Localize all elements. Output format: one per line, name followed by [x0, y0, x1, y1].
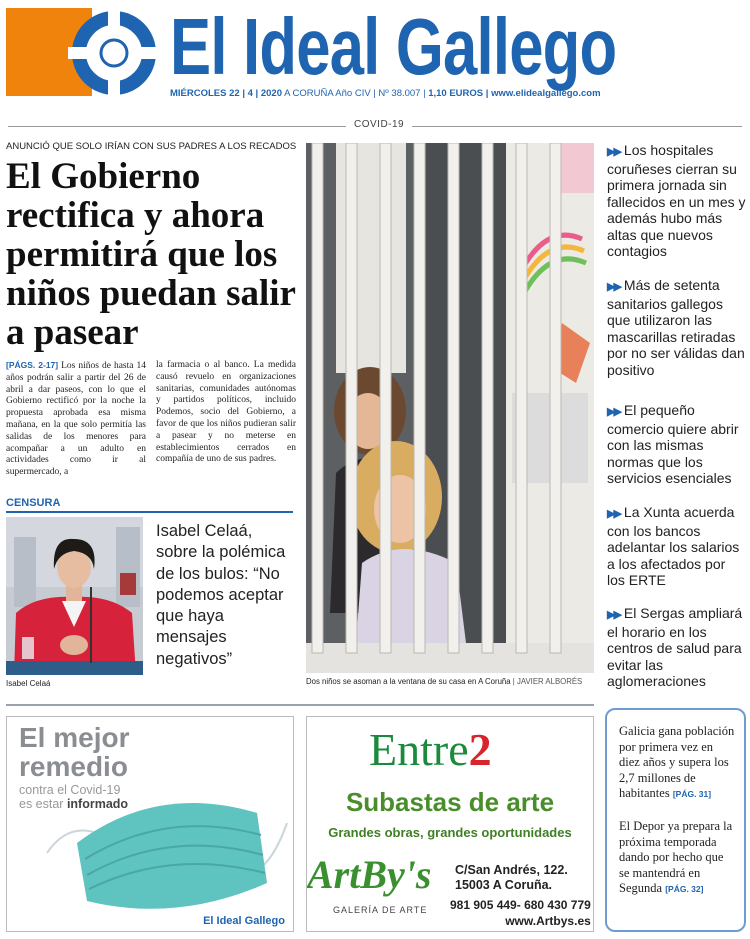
sidebox-page-ref[interactable]: [PÁG. 31]	[672, 789, 712, 800]
face-mask-icon	[37, 783, 293, 913]
celaa-photo-caption: Isabel Celaá	[6, 679, 51, 688]
double-arrow-icon: ▶▶	[607, 609, 620, 621]
lead-headline[interactable]: El Gobierno rectifica y ahora permitirá que los niños puedan salir a pasear	[6, 156, 296, 353]
masthead-info	[170, 88, 601, 99]
sidebox-item-text: Galicia gana población por primera vez en diez años y supera los 2,7 millones de habitantes	[619, 724, 735, 801]
double-arrow-icon: ▶▶	[607, 406, 620, 418]
sidebox-teasers	[605, 708, 746, 932]
masthead-title: El Ideal Gallego	[170, 2, 617, 91]
ad-entre2-logo	[369, 723, 492, 776]
double-arrow-icon: ▶▶	[607, 281, 620, 293]
brief-item[interactable]	[607, 277, 747, 378]
censura-label: CENSURA	[6, 497, 61, 509]
double-arrow-icon: ▶▶	[607, 146, 620, 158]
lead-page-ref[interactable]: [PÁGS. 2-17]	[6, 360, 59, 370]
double-arrow-icon: ▶▶	[607, 508, 620, 520]
bottom-divider	[6, 704, 594, 706]
brief-text: La Xunta acuerda con los bancos adelantar los salarios a los afectados por los ERTE	[607, 504, 740, 588]
celaa-illustration	[6, 517, 143, 675]
ad-subastas-title: Subastas de arte	[345, 787, 555, 817]
masthead-url: | www.elidealgallego.com	[483, 88, 601, 99]
brief-item[interactable]	[607, 605, 747, 690]
ad-artbys-logo: ArtBy's	[307, 852, 432, 897]
celaa-photo[interactable]	[6, 517, 143, 675]
photo-caption	[306, 677, 582, 686]
ad-entre-text: Entre	[369, 724, 469, 775]
ad-remedio-title-line-1: El mejor	[19, 722, 130, 753]
photo-credit: | JAVIER ALBORÉS	[510, 677, 583, 686]
sidebox-item-text: El Depor ya prepara la próxima temporada dando por hecho que se mantendrá en Segunda	[619, 818, 733, 896]
ad-address-line-1: C/San Andrés, 122.	[455, 863, 568, 877]
ad-phones: 981 905 449- 680 430 779	[450, 898, 591, 912]
censura-rule	[6, 511, 293, 513]
brief-text: Los hospitales coruñeses cierran su primera jornada sin fallecidos en un mes y además hubo más altas que nuevos contagios	[607, 142, 746, 259]
ad-subastas-arte[interactable]	[306, 716, 594, 932]
ad-mejor-remedio[interactable]	[6, 716, 294, 932]
logo-target-icon	[64, 10, 160, 96]
ad-remedio-title-line-2: remedio	[19, 751, 128, 782]
ad-address	[455, 863, 568, 893]
masthead-price: 1,10 EUROS	[428, 88, 484, 99]
sidebox-page-ref[interactable]: [PÁG. 32]	[665, 884, 704, 895]
ad-remedio-sub-line-1: contra el Covid-19	[19, 783, 121, 797]
section-label: COVID-19	[346, 119, 412, 130]
censura-headline[interactable]: Isabel Celaá, sobre la polémica de los bulos: “No podemos aceptar que haya mensajes negativos”	[156, 522, 286, 668]
brief-item[interactable]	[607, 504, 747, 589]
children-window-photo[interactable]	[306, 143, 594, 673]
ad-address-line-2: 15003 A Coruña.	[455, 878, 553, 892]
ad-contact	[450, 897, 591, 929]
lead-body-col-1	[6, 360, 146, 479]
sidebox-item-poblacion[interactable]	[619, 724, 736, 803]
ad-remedio-sub-line-2: es estar	[19, 797, 67, 811]
photo-caption-text: Dos niños se asoman a la ventana de su casa en A Coruña	[306, 677, 511, 686]
ad-remedio-sub-bold: informado	[66, 797, 129, 811]
lead-kicker: ANUNCIÓ QUE SOLO IRÍAN CON SUS PADRES A LOS RECADOS	[6, 141, 297, 152]
ad-web[interactable]: www.Artbys.es	[505, 914, 591, 928]
ad-remedio-title	[19, 723, 129, 781]
masthead-city: A CORUÑA Año CIV | Nº 38.007 |	[281, 88, 429, 99]
lead-body-col-2: la farmacia o al banco. La medida causó revuelo en organizaciones sanitarias, comunidades autónomas y partidos políticos, incluido Podemos, socio del Gobierno, a favor de que los niños pudieran salir a pasear y no meterse en establecimientos cerrados en compañía de uno de sus padres.	[156, 360, 296, 465]
children-window-illustration	[306, 143, 594, 673]
brief-item[interactable]	[607, 402, 747, 487]
brief-text: El pequeño comercio quiere abrir con las mismas normas que los servicios esenciales	[607, 402, 739, 486]
ad-remedio-logo: El Ideal Gallego	[203, 915, 285, 927]
ad-galeria-label: GALERÍA DE ARTE	[333, 905, 428, 915]
brief-item[interactable]	[607, 142, 747, 260]
sidebox-item-depor[interactable]	[619, 819, 736, 898]
brief-text: Más de setenta sanitarios gallegos que utilizaron las mascarillas retiradas por no ser válidas dan positivo	[607, 277, 745, 378]
lead-body-text-1: Los niños de hasta 14 años podrán salir a partir del 26 de abril a dar paseos, con lo que el Gobierno rectificó por la noche la propuesta aprobada esa misma mañana, en la que solo permitía las salidas de los menores para acompañar a un adulto en actividades como ir al supermercado, a	[6, 361, 146, 478]
ad-entre-two: 2	[468, 724, 492, 775]
ad-subastas-subtitle: Grandes obras, grandes oportunidades	[328, 825, 572, 840]
brief-text: El Sergas ampliará el horario en los centros de salud para evitar las aglomeraciones	[607, 605, 743, 689]
masthead-date: MIÉRCOLES 22 | 4 | 2020	[170, 88, 282, 99]
